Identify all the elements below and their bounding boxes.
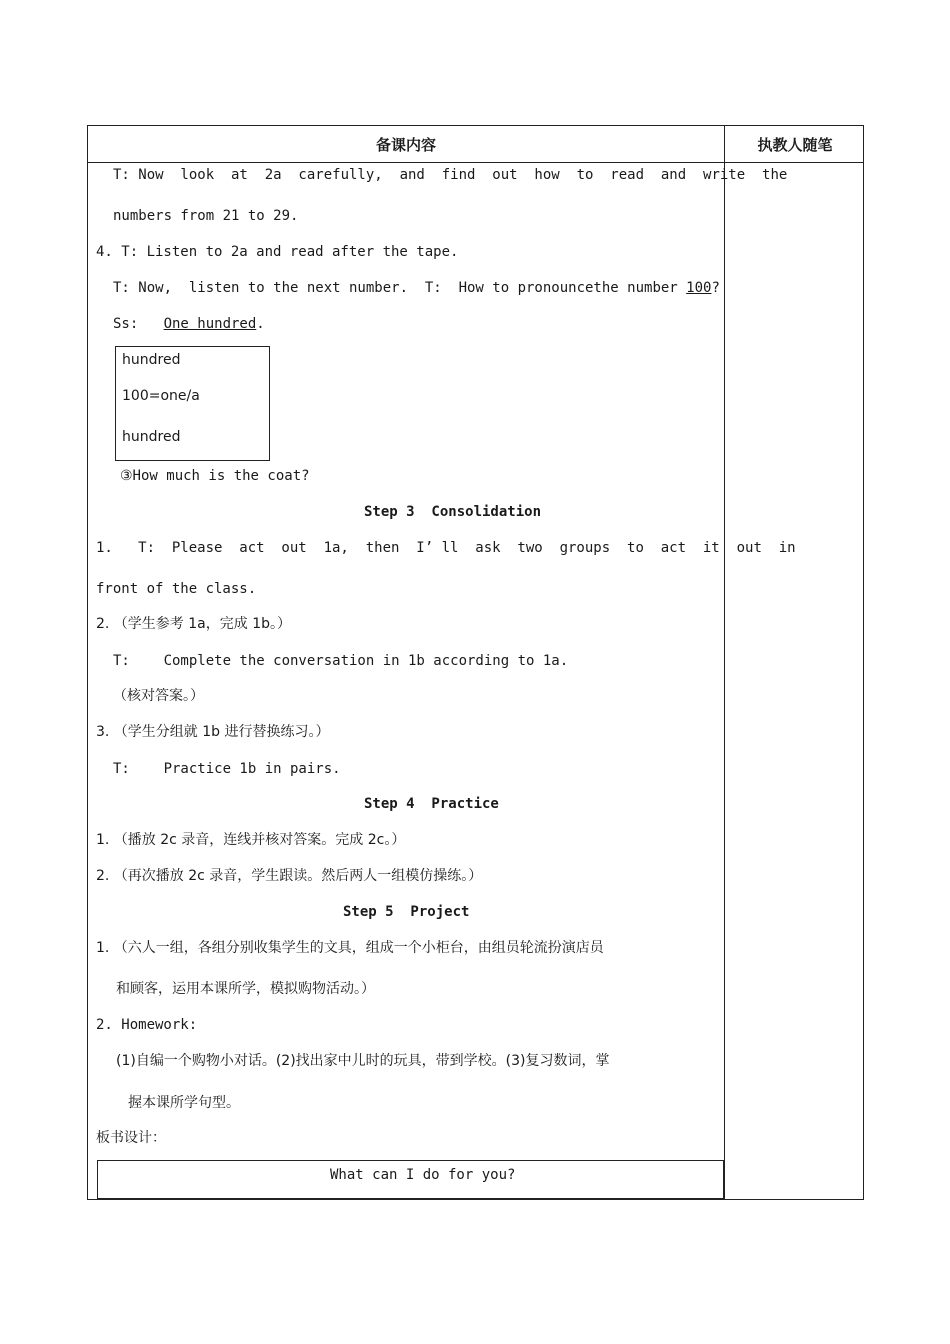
text-line: ③How much is the coat?: [120, 468, 310, 484]
header-teacher-notes: 执教人随笔: [757, 136, 833, 154]
board-title: What can I do for you?: [330, 1167, 516, 1183]
box-text: 100=one/a: [122, 388, 200, 404]
text-line: （核对答案。）: [113, 688, 204, 704]
text-line: 和顾客，运用本课所学，模拟购物活动。）: [116, 981, 375, 997]
text-line: front of the class.: [96, 581, 257, 597]
text-line: 4. T: Listen to 2a and read after the tape.: [96, 244, 459, 260]
step-heading: Step 4 Practice: [364, 796, 499, 812]
step-heading: Step 3 Consolidation: [364, 504, 542, 520]
column-divider: [724, 126, 725, 1199]
text-line: 1. T: Please act out 1a, then I’ ll ask two groups to act it out in: [96, 540, 796, 556]
text-span: ?: [711, 280, 720, 296]
text-line: 1. （六人一组，各组分别收集学生的文具，组成一个小柜台，由组员轮流扮演店员: [96, 940, 604, 956]
header-lesson-content: 备课内容: [375, 136, 436, 154]
text-line: 握本课所学句型。: [128, 1095, 240, 1111]
text-line: 2. （学生参考 1a，完成 1b。）: [96, 616, 291, 632]
box-text: hundred: [122, 352, 181, 368]
text-line: 板书设计：: [96, 1130, 166, 1146]
text-line: [113, 279, 720, 297]
text-span: T: Now, listen to the next number. T: How to pronouncethe number: [113, 280, 687, 296]
text-line: 2. （再次播放 2c 录音，学生跟读。然后两人一组模仿操练。）: [96, 868, 483, 884]
text-span: Ss:: [113, 316, 164, 332]
text-line: [113, 315, 265, 333]
text-span: .: [256, 316, 265, 332]
text-line: 1. （播放 2c 录音，连线并核对答案。完成 2c。）: [96, 832, 406, 848]
text-line: (1)自编一个购物小对话。(2)找出家中儿时的玩具，带到学校。(3)复习数词，掌: [116, 1053, 610, 1069]
number-100-underlined: 100: [686, 280, 712, 296]
text-line: 3. （学生分组就 1b 进行替换练习。）: [96, 724, 330, 740]
text-line: 2. Homework:: [96, 1017, 198, 1033]
text-line: T: Now look at 2a carefully, and find out how to read and write the: [113, 167, 788, 183]
step-heading: Step 5 Project: [343, 904, 470, 920]
text-line: T: Practice 1b in pairs.: [113, 761, 341, 777]
answer-underlined: One hundred: [163, 316, 257, 332]
box-text: hundred: [122, 429, 181, 445]
text-line: numbers from 21 to 29.: [113, 208, 299, 224]
text-line: T: Complete the conversation in 1b according to 1a.: [113, 653, 569, 669]
